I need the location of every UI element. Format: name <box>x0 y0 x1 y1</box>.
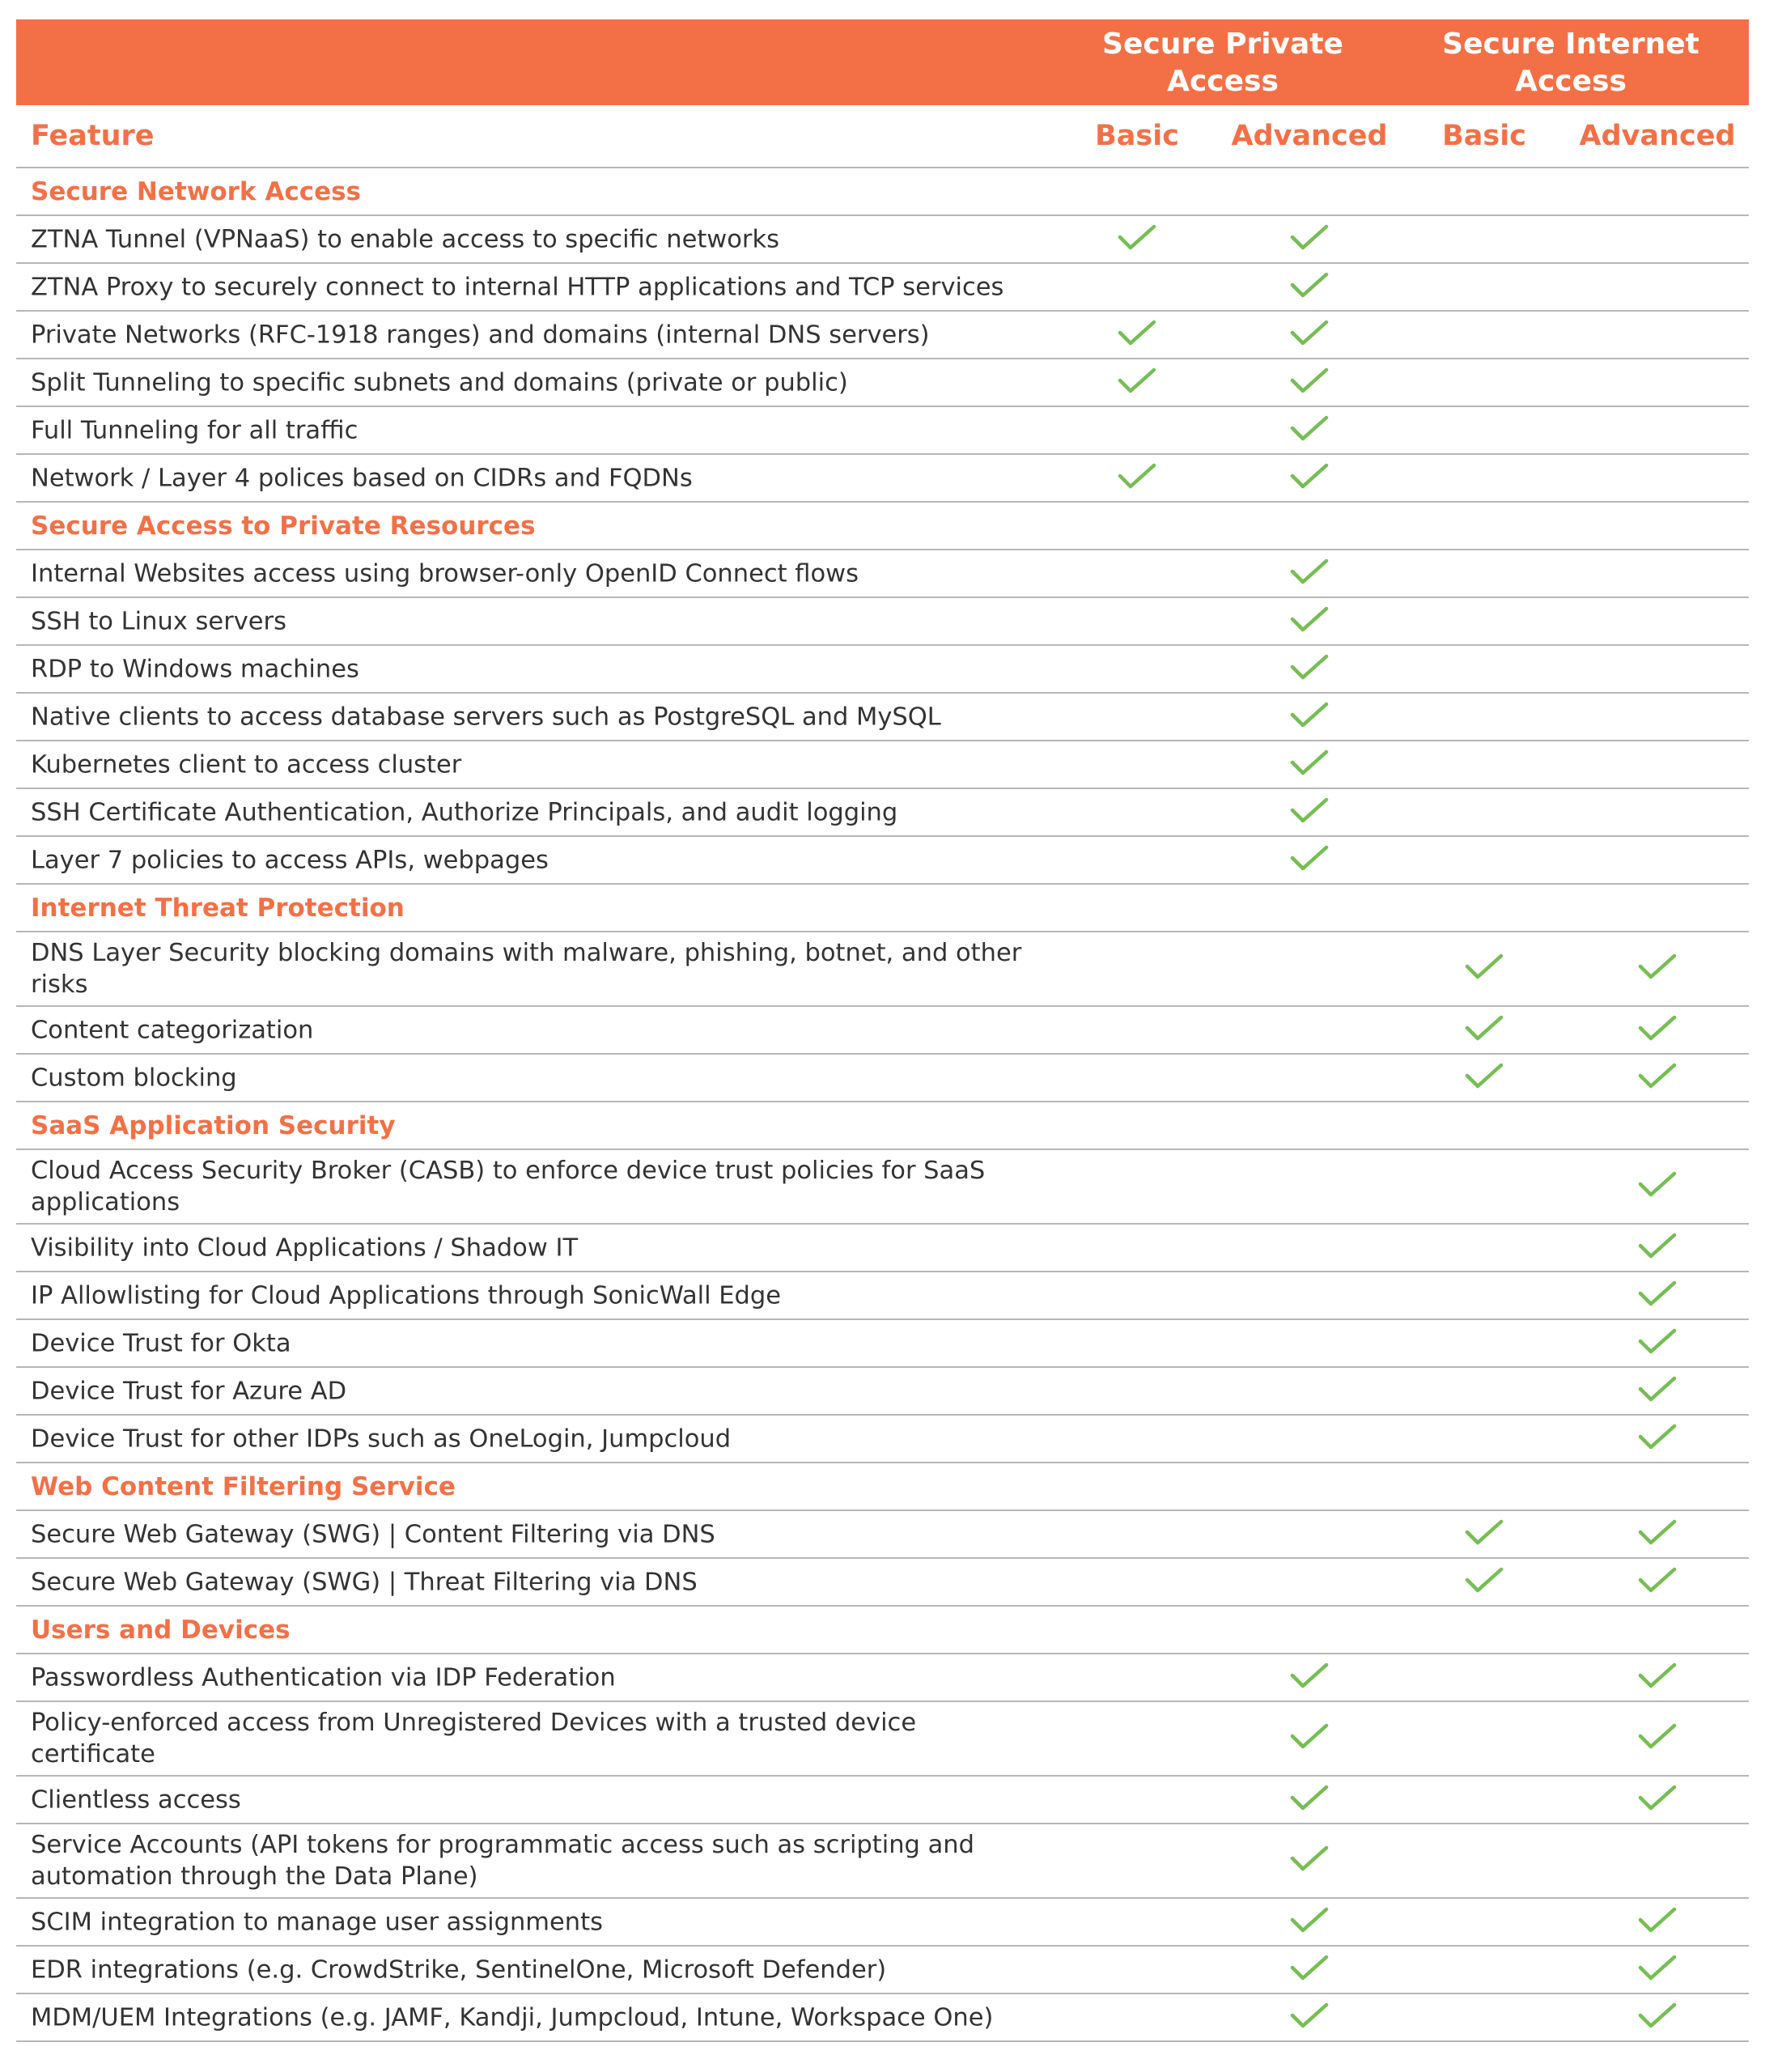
table-row <box>16 1777 1749 1824</box>
table-row <box>16 1225 1749 1272</box>
table-row <box>16 1947 1749 1994</box>
check-icon <box>1289 1906 1330 1935</box>
check-icon <box>1117 462 1157 491</box>
feature-label: Visibility into Cloud Applications / Shadow IT <box>31 1233 579 1262</box>
feature-label: DNS Layer Security blocking domains with malware, phishing, botnet, and other risks <box>31 939 1022 999</box>
group-header-line: Access <box>1515 65 1627 98</box>
check-icon <box>1289 271 1330 300</box>
feature-label: Service Accounts (API tokens for programmatic access such as scripting and automation through the Data Plane) <box>31 1831 974 1891</box>
check-icon <box>1289 414 1330 444</box>
section-header-web-content-filtering-service <box>16 1463 1749 1511</box>
table-row <box>16 1007 1749 1055</box>
check-icon <box>1637 2002 1678 2031</box>
check-icon <box>1637 1906 1678 1935</box>
group-header-line: Access <box>1167 65 1279 98</box>
feature-label: IP Allowlisting for Cloud Applications through SonicWall Edge <box>31 1281 782 1310</box>
section-header-internet-threat-protection <box>16 885 1749 932</box>
table-row <box>16 550 1749 598</box>
section-header-secure-access-to-private-resources <box>16 503 1749 550</box>
group-header-secure-private-access <box>1061 26 1385 100</box>
section-title: Users and Devices <box>31 1615 291 1645</box>
table-row <box>16 359 1749 407</box>
check-icon <box>1289 319 1330 348</box>
table-row <box>16 932 1749 1007</box>
table-body <box>16 168 1749 2042</box>
column-header-row <box>16 105 1749 168</box>
table-row <box>16 789 1749 837</box>
check-icon <box>1637 1722 1678 1751</box>
section-header-users-and-devices <box>16 1607 1749 1654</box>
check-icon <box>1289 1845 1330 1874</box>
table-row <box>16 741 1749 789</box>
check-icon <box>1289 1954 1330 1983</box>
column-header-private-advanced: Advanced <box>1231 120 1388 152</box>
check-icon <box>1637 1375 1678 1404</box>
section-title: SaaS Application Security <box>31 1110 396 1140</box>
section-header-saas-application-security <box>16 1102 1749 1150</box>
check-icon <box>1289 1662 1330 1691</box>
feature-label: Secure Web Gateway (SWG) | Threat Filtering via DNS <box>31 1568 698 1596</box>
column-header-private-basic: Basic <box>1095 120 1179 152</box>
feature-label: Split Tunneling to specific subnets and domains (private or public) <box>31 368 848 397</box>
table-row <box>16 646 1749 694</box>
check-icon <box>1464 953 1504 982</box>
check-icon <box>1637 1954 1678 1983</box>
section-title: Web Content Filtering Service <box>31 1471 456 1501</box>
group-header-secure-internet-access <box>1409 26 1733 100</box>
check-icon <box>1637 1518 1678 1548</box>
group-header-line: Secure Private <box>1102 28 1343 61</box>
check-icon <box>1637 1327 1678 1357</box>
column-header-internet-advanced: Advanced <box>1579 120 1736 152</box>
feature-column-header: Feature <box>31 120 155 152</box>
section-title: Internet Threat Protection <box>31 893 405 923</box>
table-row <box>16 1824 1749 1899</box>
table-row <box>16 312 1749 359</box>
table-row <box>16 1511 1749 1559</box>
feature-label: EDR integrations (e.g. CrowdStrike, SentinelOne, Microsoft Defender) <box>31 1955 887 1984</box>
feature-label: ZTNA Proxy to securely connect to internal HTTP applications and TCP services <box>31 273 1004 301</box>
check-icon <box>1289 605 1330 635</box>
table-row <box>16 598 1749 646</box>
feature-label: Passwordless Authentication via IDP Federation <box>31 1663 616 1692</box>
feature-label: Cloud Access Security Broker (CASB) to enforce device trust policies for SaaS applications <box>31 1157 986 1216</box>
table-row <box>16 1320 1749 1368</box>
feature-label: Network / Layer 4 polices based on CIDRs and FQDNs <box>31 464 693 492</box>
check-icon <box>1289 558 1330 587</box>
table-row <box>16 407 1749 455</box>
table-row <box>16 1055 1749 1102</box>
feature-label: SSH to Linux servers <box>31 607 286 635</box>
feature-label: MDM/UEM Integrations (e.g. JAMF, Kandji, Jumpcloud, Intune, Workspace One) <box>31 2003 994 2032</box>
check-icon <box>1637 953 1678 982</box>
table-row <box>16 837 1749 885</box>
check-icon <box>1637 1062 1678 1091</box>
check-icon <box>1464 1014 1504 1043</box>
check-icon <box>1289 749 1330 778</box>
feature-label: Layer 7 policies to access APIs, webpages <box>31 846 549 874</box>
group-header-line: Secure Internet <box>1442 28 1699 61</box>
check-icon <box>1289 2002 1330 2031</box>
check-icon <box>1637 1566 1678 1595</box>
section-title: Secure Access to Private Resources <box>31 511 536 541</box>
feature-label: Native clients to access database servers such as PostgreSQL and MySQL <box>31 703 941 731</box>
check-icon <box>1289 701 1330 730</box>
check-icon <box>1637 1784 1678 1813</box>
check-icon <box>1289 796 1330 826</box>
feature-label: Internal Websites access using browser-only OpenID Connect flows <box>31 559 859 588</box>
table-row <box>16 1559 1749 1607</box>
table-row <box>16 1702 1749 1777</box>
feature-label: Content categorization <box>31 1016 314 1044</box>
check-icon <box>1289 1784 1330 1813</box>
check-icon <box>1117 319 1157 348</box>
feature-label: ZTNA Tunnel (VPNaaS) to enable access to specific networks <box>31 225 779 253</box>
check-icon <box>1289 1722 1330 1751</box>
table-row <box>16 1654 1749 1702</box>
check-icon <box>1637 1014 1678 1043</box>
feature-label: Private Networks (RFC-1918 ranges) and domains (internal DNS servers) <box>31 321 930 349</box>
feature-label: Device Trust for Okta <box>31 1329 291 1357</box>
check-icon <box>1637 1662 1678 1691</box>
header-band <box>16 19 1749 105</box>
check-icon <box>1289 844 1330 873</box>
table-row <box>16 694 1749 741</box>
table-row <box>16 264 1749 312</box>
check-icon <box>1289 223 1330 253</box>
feature-label: Custom blocking <box>31 1064 237 1092</box>
check-icon <box>1289 653 1330 682</box>
check-icon <box>1464 1566 1504 1595</box>
feature-label: SSH Certificate Authentication, Authorize Principals, and audit logging <box>31 798 898 826</box>
table-row <box>16 216 1749 264</box>
feature-label: RDP to Windows machines <box>31 655 359 683</box>
feature-label: Secure Web Gateway (SWG) | Content Filtering via DNS <box>31 1520 715 1548</box>
feature-label: Device Trust for Azure AD <box>31 1377 347 1405</box>
check-icon <box>1637 1170 1678 1199</box>
section-header-secure-network-access <box>16 168 1749 216</box>
check-icon <box>1464 1062 1504 1091</box>
check-icon <box>1117 223 1157 253</box>
check-icon <box>1289 462 1330 491</box>
feature-label: Full Tunneling for all traffic <box>31 416 359 444</box>
table-row <box>16 1416 1749 1463</box>
check-icon <box>1637 1280 1678 1309</box>
feature-label: SCIM integration to manage user assignments <box>31 1908 603 1936</box>
check-icon <box>1289 367 1330 396</box>
feature-comparison-table <box>16 19 1749 2042</box>
check-icon <box>1637 1423 1678 1452</box>
table-row <box>16 1272 1749 1320</box>
feature-label: Kubernetes client to access cluster <box>31 750 462 779</box>
table-row <box>16 1994 1749 2042</box>
feature-label: Clientless access <box>31 1785 241 1814</box>
column-header-internet-basic: Basic <box>1442 120 1526 152</box>
check-icon <box>1117 367 1157 396</box>
check-icon <box>1637 1232 1678 1261</box>
table-row <box>16 1368 1749 1416</box>
feature-label: Policy-enforced access from Unregistered Devices with a trusted device certificate <box>31 1709 917 1768</box>
feature-label: Device Trust for other IDPs such as OneLogin, Jumpcloud <box>31 1424 732 1453</box>
table-row <box>16 1150 1749 1225</box>
section-title: Secure Network Access <box>31 176 361 206</box>
table-row <box>16 455 1749 503</box>
check-icon <box>1464 1518 1504 1548</box>
table-row <box>16 1899 1749 1947</box>
